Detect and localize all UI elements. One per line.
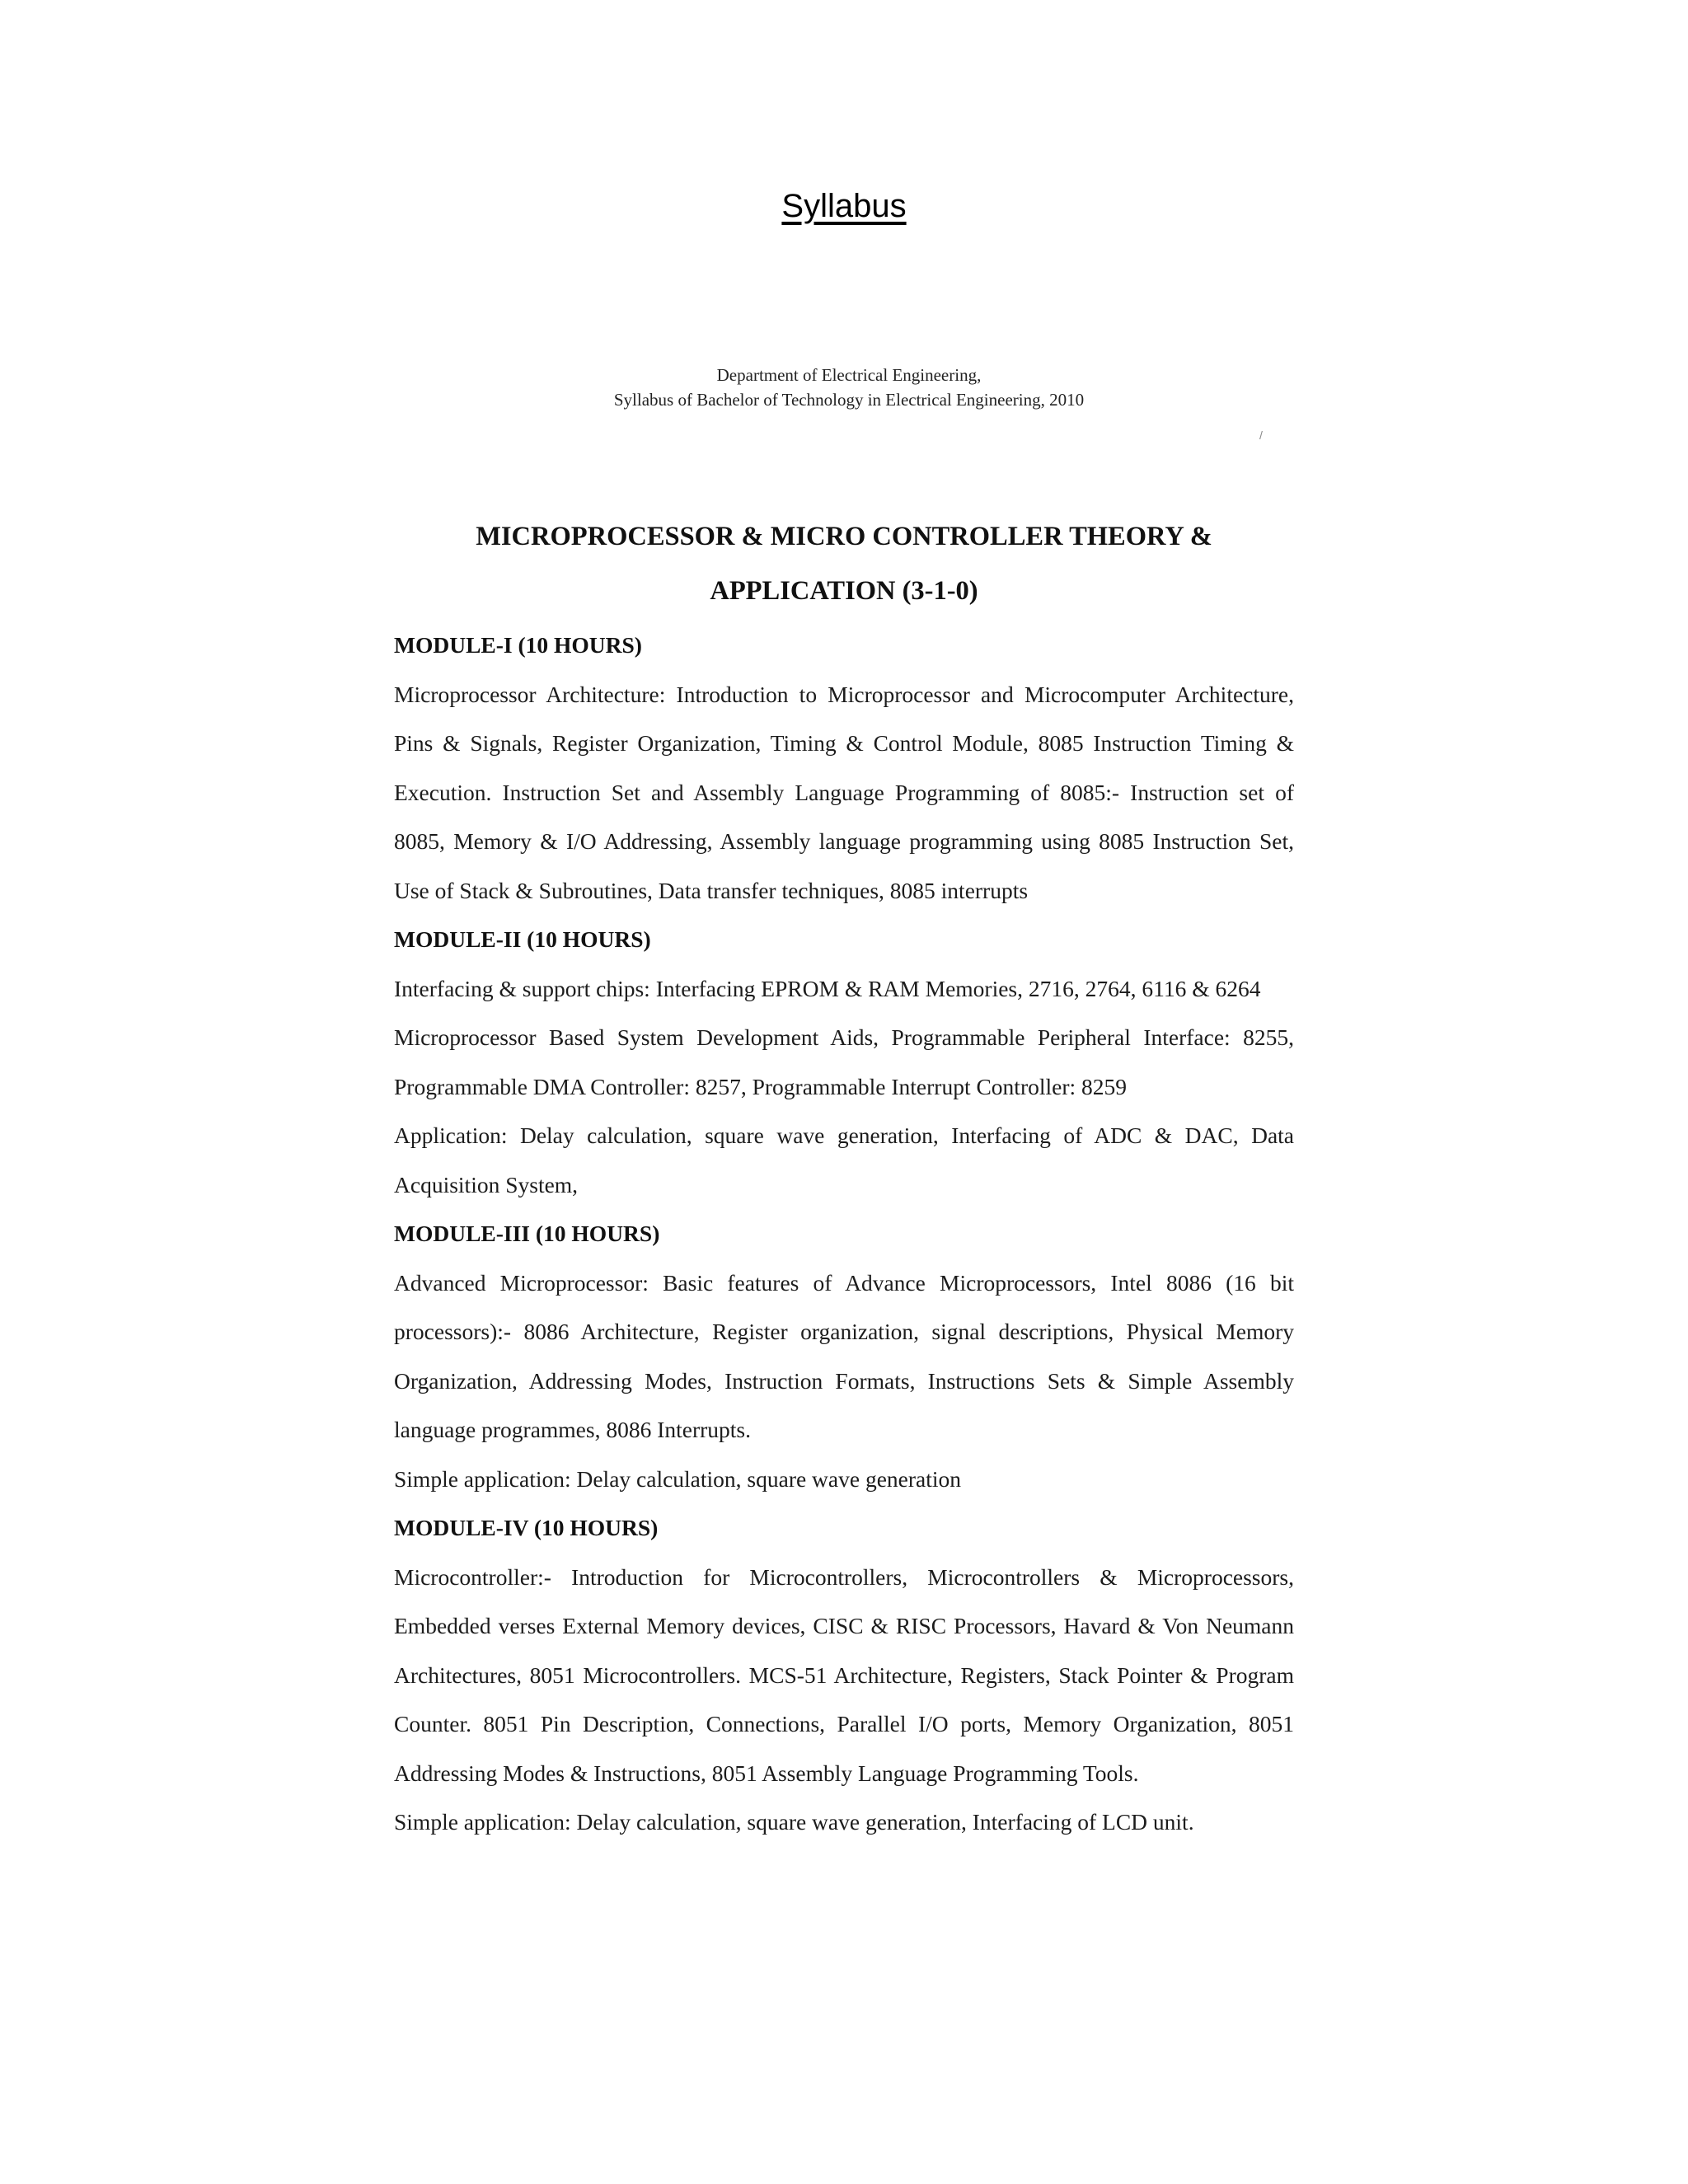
module-paragraph: Microprocessor Architecture: Introduction to Microprocessor and Microcomputer Architecture, Pins & Signals, Register Organization, Timing & Control Module, 8085 Instruction Timing & Execution. Instruction Set and Assembly Language Programming of 8085:- Instruction set of 8085, Memory & I/O Addressing, Assembly language programming using 8085 Instruction Set, Use of Stack & Subroutines, Data transfer techniques, 8085 interrupts <box>394 681 1294 903</box>
scan-mark: / <box>1259 429 1263 442</box>
program-name: Syllabus of Bachelor of Technology in Electrical Engineering, 2010 <box>613 390 1085 410</box>
course-title: MICROPROCESSOR & MICRO CONTROLLER THEORY & APPLICATION (3-1-0) <box>476 522 1212 606</box>
module-paragraph: Simple application: Delay calculation, square wave generation <box>394 1465 962 1492</box>
module-heading: MODULE-III (10 HOURS) <box>394 1221 660 1246</box>
module-paragraph: Simple application: Delay calculation, square wave generation, Interfacing of LCD unit. <box>394 1809 1194 1835</box>
module-2 <box>394 915 1294 1209</box>
syllabus-content <box>394 621 1294 1847</box>
module-heading: MODULE-II (10 HOURS) <box>394 926 651 952</box>
module-heading: MODULE-IV (10 HOURS) <box>394 1515 659 1540</box>
module-paragraph: Microcontroller:- Introduction for Microcontrollers, Microcontrollers & Microprocessors, Embedded verses External Memory devices, CISC & RISC Processors, Havard & Von Neumann Architectures, 8051 Microcontrollers. MCS-51 Architecture, Registers, Stack Pointer & Program Counter. 8051 Pin Description, Connections, Parallel I/O ports, Memory Organization, 8051 Addressing Modes & Instructions, 8051 Assembly Language Programming Tools. <box>394 1563 1294 1786</box>
module-1 <box>394 621 1294 915</box>
module-paragraph: Interfacing & support chips: Interfacing EPROM & RAM Memories, 2716, 2764, 6116 & 6264 <box>394 975 1261 1001</box>
module-paragraph: Microprocessor Based System Development Aids, Programmable Peripheral Interface: 8255, Programmable DMA Controller: 8257, Programmable Interrupt Controller: 8259 <box>394 1024 1294 1099</box>
department-name: Department of Electrical Engineering, <box>716 365 982 385</box>
department-header <box>495 363 1203 412</box>
module-4 <box>394 1503 1294 1847</box>
module-3 <box>394 1209 1294 1503</box>
module-paragraph: Application: Delay calculation, square wave generation, Interfacing of ADC & DAC, Data Acquisition System, <box>394 1122 1294 1197</box>
module-paragraph: Advanced Microprocessor: Basic features of Advance Microprocessors, Intel 8086 (16 bit processors):- 8086 Architecture, Register organization, signal descriptions, Physical Memory Organization, Addressing Modes, Instruction Formats, Instructions Sets & Simple Assembly language programmes, 8086 Interrupts. <box>394 1269 1294 1442</box>
module-heading: MODULE-I (10 HOURS) <box>394 632 642 658</box>
page-title: Syllabus <box>781 188 907 224</box>
